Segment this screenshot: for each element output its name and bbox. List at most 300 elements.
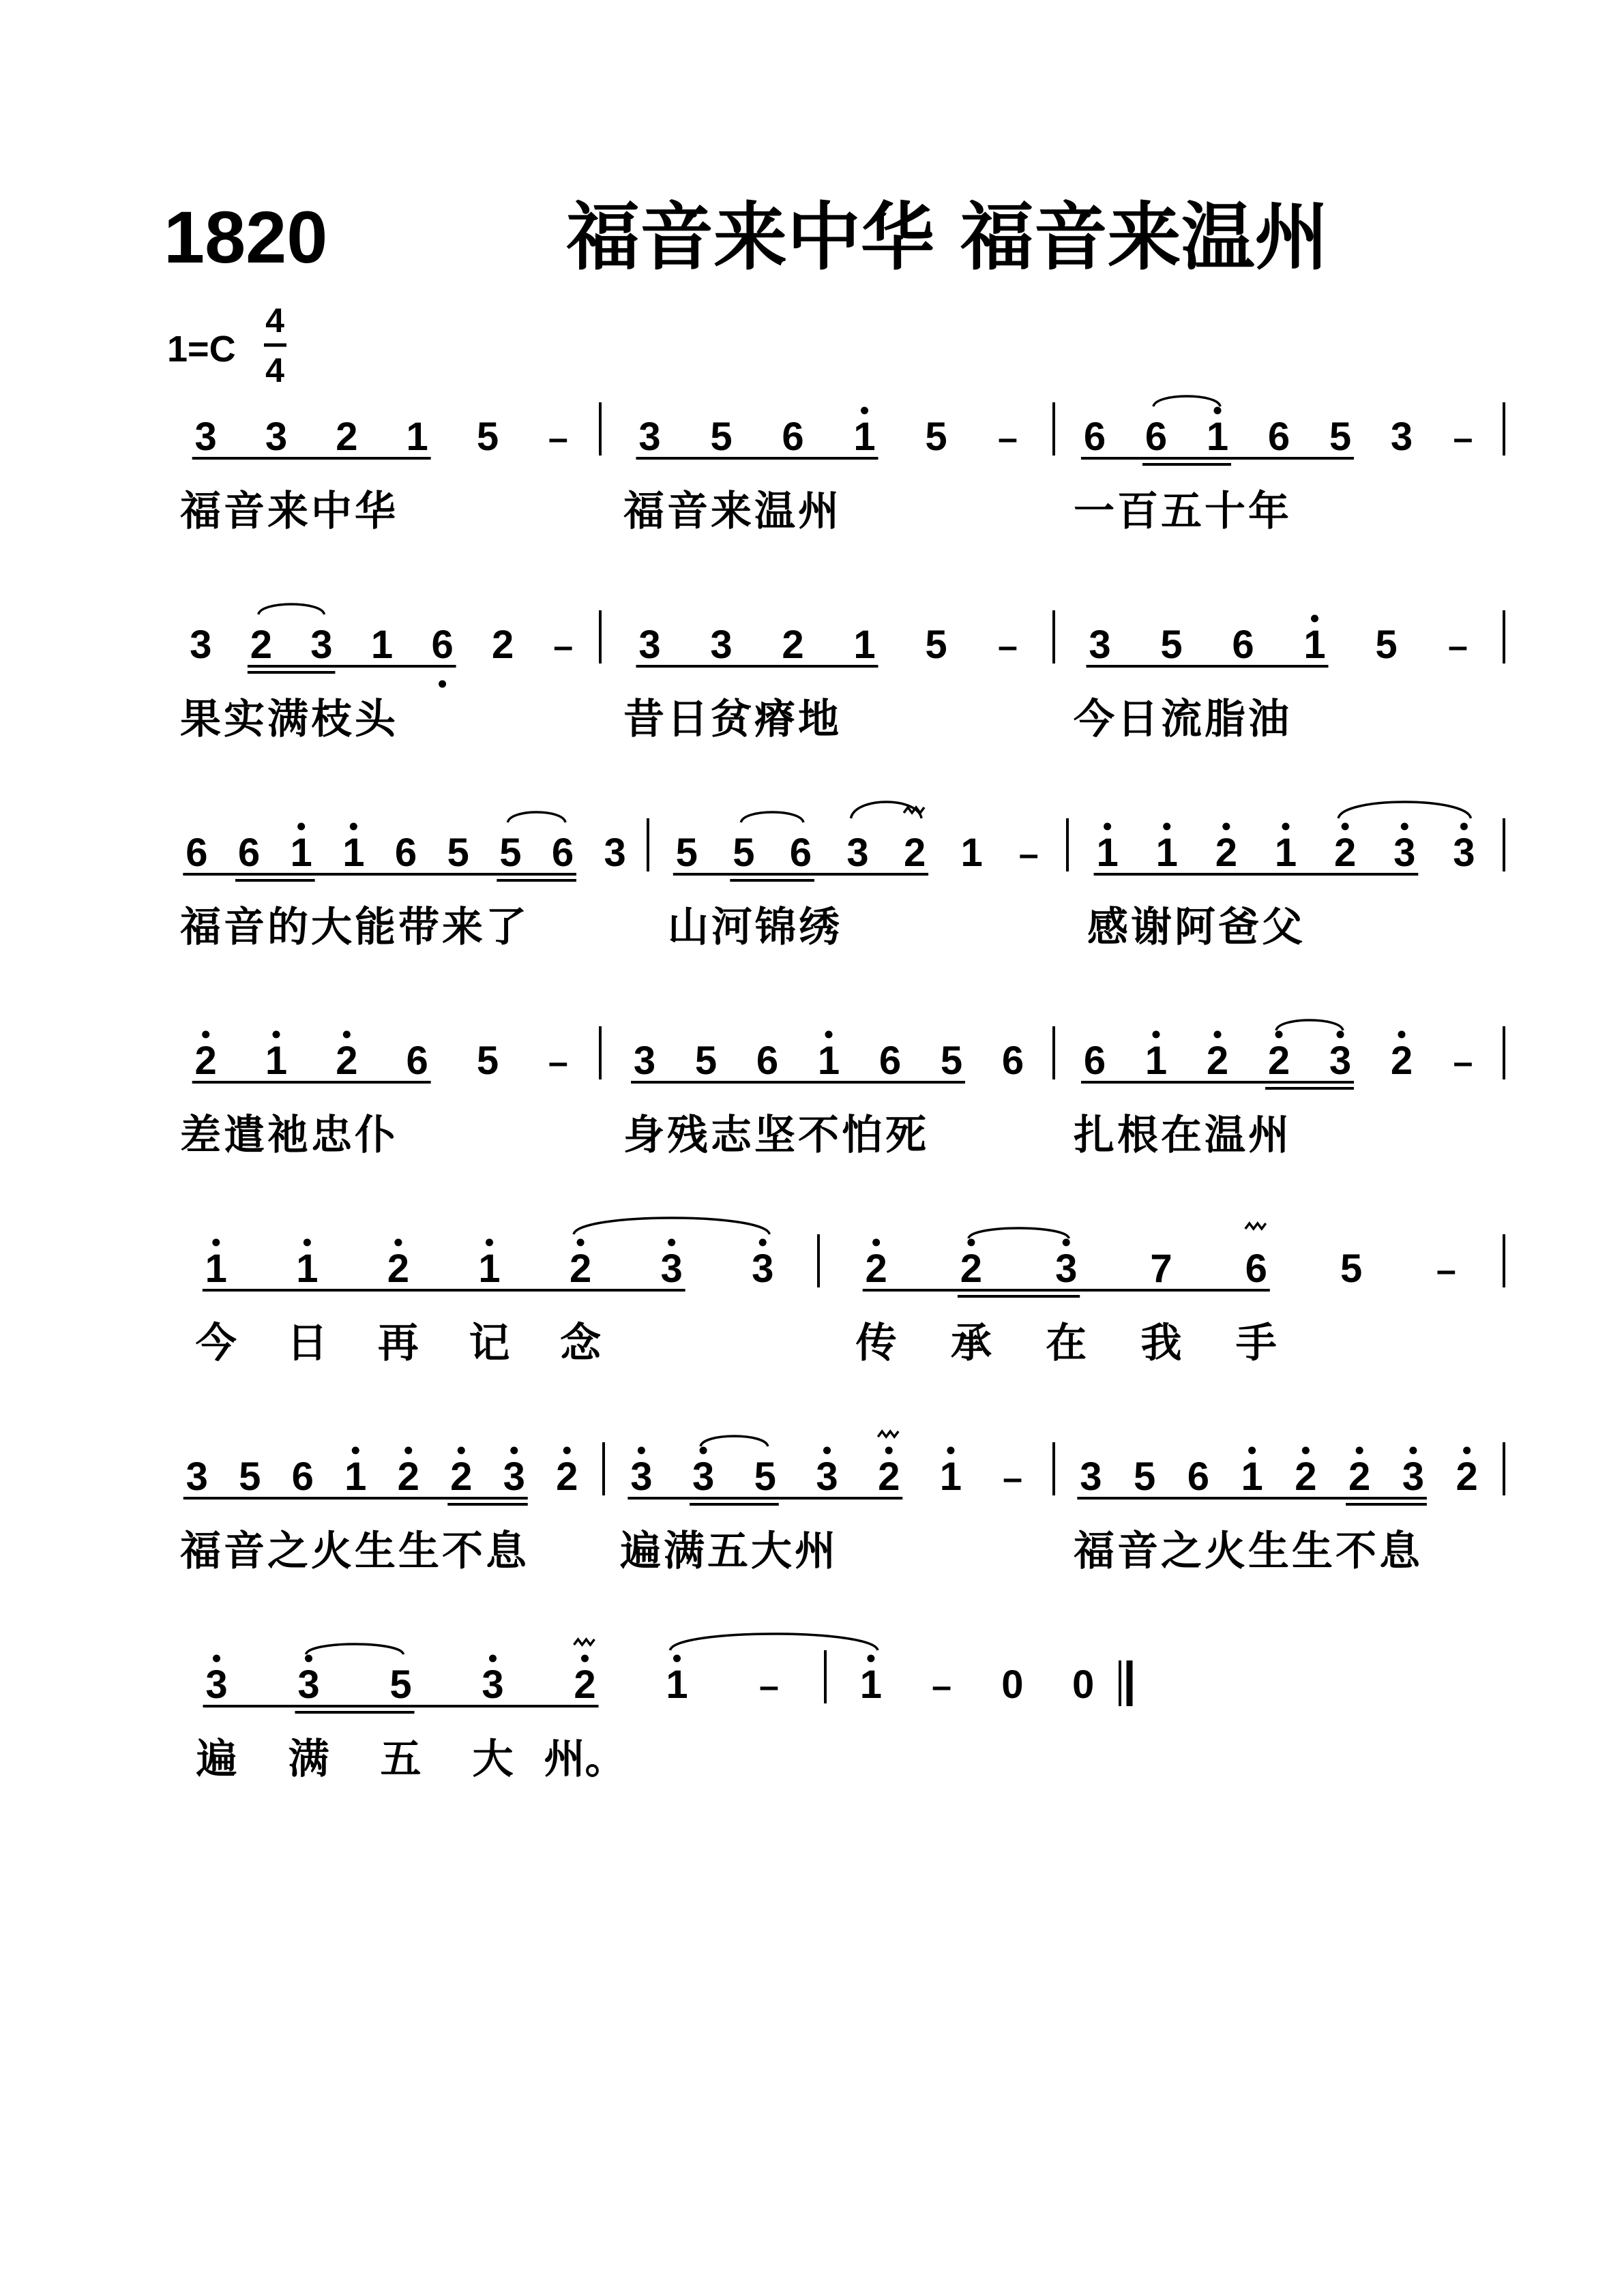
octave-dot: [563, 1447, 571, 1455]
note: 6: [431, 623, 454, 667]
note: 5: [940, 1039, 963, 1083]
note: 2: [194, 1039, 217, 1083]
note: 5: [239, 1455, 261, 1499]
note: 3: [1393, 831, 1416, 875]
octave-dot: [1163, 823, 1170, 831]
octave-dot: [1222, 823, 1230, 831]
note: 5: [754, 1455, 776, 1499]
lyric-char: 仆: [355, 1112, 396, 1159]
octave-dot: [1214, 1031, 1222, 1039]
lyric-char: 河: [711, 904, 752, 951]
lyric-char: 昔: [623, 696, 664, 743]
lyric-char: 怕: [842, 1112, 883, 1159]
octave-dot: [202, 1031, 209, 1039]
note: 2: [782, 623, 804, 667]
lyric-char: 福: [180, 1527, 221, 1575]
lyric-char: 来: [267, 488, 308, 535]
lyric-char: 五: [707, 1527, 748, 1575]
lyric-char: 州: [798, 488, 839, 535]
lyric-char: 今: [1074, 696, 1114, 743]
lyric-char: 温: [754, 488, 795, 535]
octave-dot: [489, 1655, 497, 1663]
note: 5: [476, 415, 499, 459]
dash-note: –: [548, 1043, 568, 1082]
lyric-char: 来: [442, 904, 483, 951]
note: 6: [879, 1039, 902, 1083]
note: 2: [903, 831, 926, 875]
lyric-char: 日: [667, 696, 708, 743]
note: 1: [1241, 1455, 1263, 1499]
note: 6: [756, 1039, 779, 1083]
lyric-char: 今: [195, 1320, 237, 1367]
octave-dot: [352, 1447, 359, 1455]
octave-dot: [305, 1655, 312, 1663]
lyric-char: 火: [311, 1527, 352, 1575]
lyric-char: 一: [1074, 488, 1114, 535]
slur: [574, 1218, 769, 1234]
slur: [670, 1634, 878, 1650]
octave-dot: [1356, 1447, 1363, 1455]
note: 3: [186, 1455, 208, 1499]
octave-dot: [825, 1031, 833, 1039]
lyric-char: 能: [355, 904, 396, 951]
note: 3: [638, 415, 661, 459]
note: 2: [336, 1039, 358, 1083]
tie: [259, 604, 325, 614]
octave-dot: [947, 1447, 954, 1455]
octave-dot: [1398, 1031, 1406, 1039]
note: 3: [692, 1455, 715, 1499]
octave-dot: [1248, 1447, 1256, 1455]
tie: [306, 1644, 404, 1654]
note: 2: [574, 1663, 596, 1707]
lyric-char: 遍: [196, 1735, 237, 1783]
note: 6: [1001, 1039, 1024, 1083]
octave-dot: [350, 823, 357, 831]
lyric-char: 日: [286, 1320, 328, 1367]
lyric-char: 生: [355, 1527, 396, 1575]
note: 2: [1206, 1039, 1229, 1083]
note: 1: [205, 1247, 227, 1291]
lyric-char: 果: [180, 696, 221, 743]
note: 1: [1274, 831, 1297, 875]
lyric-char: 差: [180, 1112, 221, 1159]
lyric-char: 手: [1235, 1320, 1277, 1367]
note: 6: [1187, 1455, 1210, 1499]
note: 3: [1080, 1455, 1102, 1499]
dash-note: –: [932, 1667, 952, 1706]
note: 2: [387, 1247, 410, 1291]
note: 6: [291, 1455, 314, 1499]
song-title: 福音来中华 福音来温州: [566, 195, 1329, 280]
lyric-char: 年: [1248, 488, 1289, 535]
lyric-char: 忠: [311, 1112, 352, 1159]
note: 1: [370, 623, 394, 667]
dash-note: –: [1018, 835, 1039, 874]
lyric-char: 大: [472, 1735, 514, 1783]
lyric-char: 音: [224, 1527, 265, 1575]
lyric-char: 州。: [544, 1735, 626, 1783]
dash-note: –: [998, 627, 1018, 666]
note: 5: [694, 1039, 718, 1083]
lyric-char: 实: [224, 696, 265, 743]
lyric-char: 生: [1248, 1527, 1289, 1575]
note: 1: [666, 1663, 688, 1707]
lyric-char: 满: [267, 696, 308, 743]
lyric-char: 福: [623, 488, 664, 535]
octave-dot: [1214, 407, 1222, 415]
octave-dot: [638, 1447, 645, 1455]
mordent-mark: [574, 1639, 595, 1645]
mordent-mark: [878, 1431, 898, 1437]
lyric-char: 满: [288, 1735, 329, 1783]
lyric-char: 息: [486, 1527, 527, 1575]
dash-note: –: [1453, 1043, 1473, 1082]
tie: [1153, 396, 1220, 406]
dash-note: –: [1453, 419, 1473, 458]
note: 3: [1089, 623, 1111, 667]
note: 6: [1145, 415, 1168, 459]
lyric-char: 死: [885, 1112, 926, 1159]
note: 1: [853, 415, 876, 459]
note: 3: [633, 1039, 656, 1083]
note: 3: [482, 1663, 504, 1707]
octave-dot: [458, 1447, 465, 1455]
note: 6: [406, 1039, 428, 1083]
lyric-char: 生: [398, 1527, 439, 1575]
lyric-char: 贫: [711, 696, 752, 743]
lyric-char: 中: [311, 488, 352, 535]
octave-dot: [967, 1239, 975, 1247]
lyric-char: 山: [668, 904, 709, 951]
note: 1: [859, 1663, 883, 1707]
lyric-char: 身: [623, 1112, 664, 1159]
note: 5: [925, 623, 947, 667]
note: 2: [336, 415, 358, 459]
octave-dot: [1463, 1447, 1471, 1455]
note: 2: [1267, 1039, 1290, 1083]
lyric-char: 地: [798, 696, 839, 743]
note: 6: [1232, 623, 1254, 667]
note: 3: [846, 831, 869, 875]
note: 6: [782, 415, 804, 459]
octave-dot: [273, 1031, 280, 1039]
octave-dot: [1409, 1447, 1417, 1455]
lyric-char: 之: [267, 1527, 308, 1575]
note: 3: [194, 415, 217, 459]
note: 1: [960, 831, 983, 875]
lyric-char: 百: [1117, 488, 1158, 535]
octave-dot: [304, 1239, 311, 1247]
octave-dot: [668, 1239, 675, 1247]
lyric-char: 再: [377, 1320, 419, 1367]
lyric-char: 十: [1205, 488, 1245, 535]
lyric-char: 绣: [799, 904, 840, 951]
lyric-char: 传: [855, 1320, 897, 1367]
note: 2: [450, 1455, 473, 1499]
lyric-char: 音: [1117, 1527, 1158, 1575]
note: 1: [296, 1247, 319, 1291]
note: 1: [342, 831, 365, 875]
rest-note: 0: [1072, 1663, 1095, 1707]
lyric-char: 音: [667, 488, 708, 535]
note: 5: [925, 415, 947, 459]
lyric-char: 谢: [1131, 904, 1172, 951]
octave-dot: [581, 1655, 589, 1663]
note: 5: [1340, 1247, 1363, 1291]
dash-note: –: [1003, 1459, 1023, 1498]
note: 1: [817, 1039, 840, 1083]
lyric-char: 在: [1161, 1112, 1202, 1159]
note: 5: [1375, 623, 1398, 667]
time-signature-top: 4: [265, 301, 284, 340]
note: 3: [1402, 1455, 1425, 1499]
lyric-char: 福: [180, 904, 221, 951]
octave-dot: [394, 1239, 402, 1247]
lyric-char: 的: [267, 904, 308, 951]
note: 3: [297, 1663, 320, 1707]
lyric-char: 父: [1262, 904, 1303, 951]
octave-dot: [1460, 823, 1468, 831]
note: 3: [630, 1455, 653, 1499]
dash-note: –: [1436, 1251, 1456, 1290]
note: 5: [389, 1663, 412, 1707]
lyric-char: 残: [667, 1112, 708, 1159]
note: 2: [1390, 1039, 1413, 1083]
note: 6: [1267, 415, 1290, 459]
note: 7: [1150, 1247, 1172, 1291]
octave-dot: [439, 681, 446, 688]
note: 5: [499, 831, 522, 875]
lyric-char: 油: [1248, 696, 1289, 743]
octave-dot: [759, 1239, 767, 1247]
note: 2: [250, 623, 272, 667]
lyric-char: 扎: [1074, 1112, 1114, 1159]
tie: [1276, 1020, 1343, 1030]
lyric-char: 不: [1335, 1527, 1376, 1575]
note: 1: [1206, 415, 1229, 459]
note: 3: [1453, 831, 1475, 875]
octave-dot: [297, 823, 305, 831]
octave-dot: [577, 1239, 585, 1247]
lyric-char: 火: [1205, 1527, 1245, 1575]
note: 5: [675, 831, 698, 875]
lyric-char: 州: [795, 1527, 836, 1575]
tie: [741, 812, 803, 822]
note: 3: [638, 623, 661, 667]
octave-dot: [1282, 823, 1290, 831]
note: 1: [1096, 831, 1119, 875]
octave-dot: [867, 1655, 874, 1663]
score-systems: [180, 396, 1504, 1783]
octave-dot: [1337, 1031, 1344, 1039]
lyric-char: 爸: [1218, 904, 1259, 951]
octave-dot: [1342, 823, 1349, 831]
note: 3: [190, 623, 212, 667]
lyric-char: 福: [1074, 1527, 1114, 1575]
lyric-char: 遍: [620, 1527, 661, 1575]
note: 2: [492, 623, 514, 667]
lyric-char: 来: [711, 488, 752, 535]
dash-note: –: [553, 627, 574, 666]
note: 5: [447, 831, 469, 875]
note: 3: [310, 623, 333, 667]
note: 3: [503, 1455, 525, 1499]
note: 3: [205, 1663, 228, 1707]
octave-dot: [861, 407, 868, 415]
note: 2: [1348, 1455, 1371, 1499]
octave-dot: [486, 1239, 493, 1247]
note: 3: [816, 1455, 838, 1499]
lyric-char: 流: [1161, 696, 1202, 743]
octave-dot: [872, 1239, 880, 1247]
rest-note: 0: [1001, 1663, 1024, 1707]
lyric-char: 了: [486, 904, 527, 951]
note: 6: [551, 831, 574, 875]
note: 2: [1334, 831, 1357, 875]
note: 2: [1295, 1455, 1317, 1499]
lyric-char: 祂: [267, 1112, 308, 1159]
slur: [1338, 802, 1471, 818]
lyric-char: 大: [751, 1527, 792, 1575]
tie: [700, 1436, 768, 1446]
octave-dot: [1401, 823, 1408, 831]
octave-dot: [1153, 1031, 1160, 1039]
note: 1: [939, 1455, 962, 1499]
note: 6: [1245, 1247, 1267, 1291]
note: 3: [1055, 1247, 1078, 1291]
octave-dot: [673, 1655, 681, 1663]
lyric-char: 坚: [754, 1112, 795, 1159]
note: 1: [265, 1039, 288, 1083]
lyric-char: 不: [442, 1527, 483, 1575]
note: 2: [569, 1247, 592, 1291]
lyric-char: 遣: [224, 1112, 265, 1159]
note: 5: [1160, 623, 1183, 667]
dash-note: –: [759, 1667, 779, 1706]
octave-dot: [1063, 1239, 1070, 1247]
octave-dot: [1302, 1447, 1310, 1455]
octave-dot: [404, 1447, 412, 1455]
note: 6: [394, 831, 417, 875]
lyric-char: 息: [1379, 1527, 1420, 1575]
note: 2: [1456, 1455, 1478, 1499]
lyric-char: 生: [1292, 1527, 1333, 1575]
note: 3: [660, 1247, 683, 1291]
octave-dot: [212, 1239, 220, 1247]
note: 1: [1155, 831, 1178, 875]
note: 5: [733, 831, 755, 875]
note: 1: [1145, 1039, 1168, 1083]
note: 1: [290, 831, 312, 875]
lyric-char: 满: [664, 1527, 705, 1575]
note: 5: [1133, 1455, 1156, 1499]
lyric-char: 大: [311, 904, 352, 951]
note: 1: [478, 1247, 501, 1291]
note: 3: [1329, 1039, 1352, 1083]
octave-dot: [885, 1447, 893, 1455]
lyric-char: 感: [1087, 904, 1128, 951]
lyric-char: 温: [1205, 1112, 1245, 1159]
note: 2: [397, 1455, 419, 1499]
key-signature: 1=C: [167, 329, 236, 370]
tie: [507, 812, 565, 822]
note: 3: [710, 623, 733, 667]
lyric-char: 州: [1248, 1112, 1289, 1159]
note: 2: [865, 1247, 887, 1291]
note: 5: [710, 415, 733, 459]
lyric-char: 脂: [1205, 696, 1245, 743]
octave-dot: [700, 1447, 707, 1455]
octave-dot: [213, 1655, 220, 1663]
lyric-char: 枝: [311, 696, 352, 743]
lyric-char: 之: [1161, 1527, 1202, 1575]
note: 1: [344, 1455, 367, 1499]
note: 2: [960, 1247, 983, 1291]
lyric-char: 福: [180, 488, 221, 535]
lyric-char: 音: [224, 904, 265, 951]
mordent-mark: [1245, 1223, 1266, 1229]
dash-note: –: [548, 419, 568, 458]
lyric-char: 带: [398, 904, 439, 951]
note: 1: [1303, 623, 1326, 667]
dash-note: –: [998, 419, 1018, 458]
lyric-char: 不: [798, 1112, 839, 1159]
piece-number: 1820: [164, 196, 328, 278]
lyric-char: 五: [380, 1735, 422, 1783]
note: 6: [789, 831, 812, 875]
lyric-char: 锦: [755, 904, 796, 951]
note: 1: [853, 623, 876, 667]
dash-note: –: [1448, 627, 1468, 666]
lyric-char: 在: [1046, 1320, 1087, 1367]
note: 5: [1329, 415, 1352, 459]
note: 2: [556, 1455, 578, 1499]
octave-dot: [343, 1031, 351, 1039]
note: 6: [1083, 1039, 1106, 1083]
tie: [969, 1228, 1069, 1238]
note: 3: [604, 831, 626, 875]
note: 6: [1083, 415, 1106, 459]
note: 3: [265, 415, 288, 459]
lyric-char: 承: [950, 1320, 992, 1367]
lyric-char: 阿: [1175, 904, 1215, 951]
lyric-char: 我: [1140, 1320, 1182, 1367]
lyric-char: 音: [224, 488, 265, 535]
octave-dot: [1104, 823, 1111, 831]
lyric-char: 念: [560, 1320, 602, 1367]
note: 2: [878, 1455, 900, 1499]
lyric-char: 五: [1161, 488, 1202, 535]
note: 1: [406, 415, 428, 459]
note: 6: [237, 831, 261, 875]
lyric-char: 瘠: [754, 696, 795, 743]
octave-dot: [1275, 1031, 1283, 1039]
lyric-char: 记: [469, 1320, 510, 1367]
note: 6: [186, 831, 208, 875]
lyric-char: 志: [711, 1112, 752, 1159]
octave-dot: [823, 1447, 831, 1455]
note: 3: [752, 1247, 774, 1291]
octave-dot: [1311, 615, 1318, 623]
note: 5: [476, 1039, 499, 1083]
time-signature-bottom: 4: [265, 351, 284, 389]
lyric-char: 华: [355, 488, 396, 535]
octave-dot: [510, 1447, 518, 1455]
lyric-char: 根: [1117, 1112, 1158, 1159]
lyric-char: 日: [1117, 696, 1158, 743]
lyric-char: 头: [355, 696, 396, 743]
